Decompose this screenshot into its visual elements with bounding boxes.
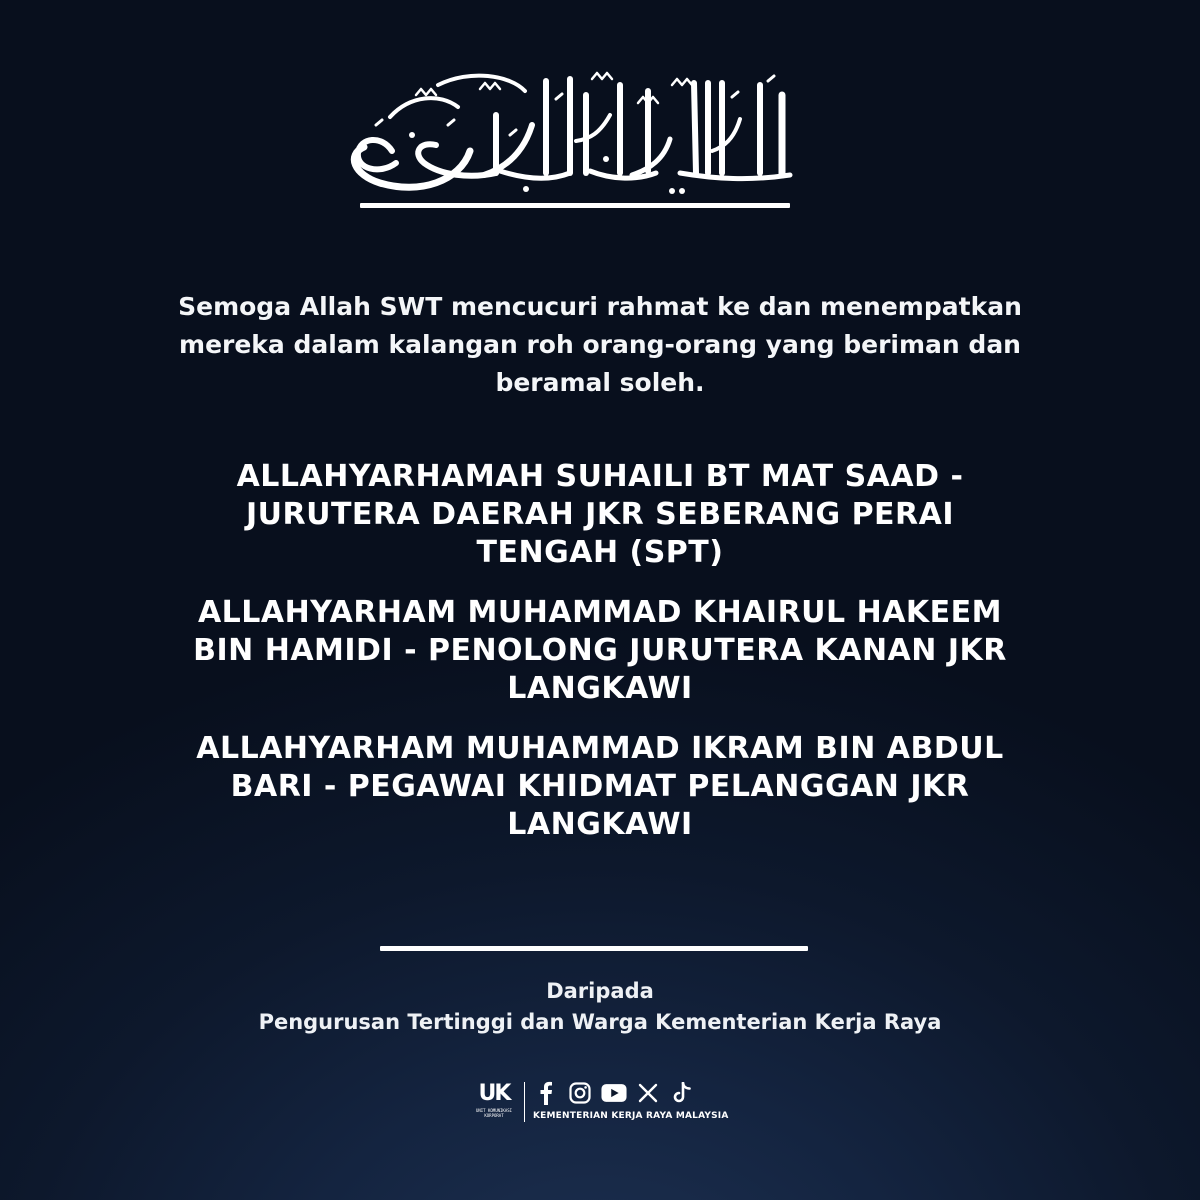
bottom-divider [380, 946, 808, 951]
youtube-icon[interactable] [601, 1080, 627, 1106]
instagram-icon[interactable] [567, 1080, 593, 1106]
deceased-list [60, 458, 1140, 866]
footer-divider [524, 1082, 525, 1122]
uk-logo [472, 1082, 516, 1118]
deceased-line: LANGKAWI [507, 807, 693, 842]
deceased-line: JURUTERA DAERAH JKR SEBERANG PERAI [245, 497, 955, 532]
deceased-entry [60, 730, 1140, 844]
deceased-line: BARI - PEGAWAI KHIDMAT PELANGGAN JKR [230, 769, 970, 804]
from-label: Daripada [546, 979, 654, 1003]
footer-right [533, 1080, 729, 1123]
prayer-line: Semoga Allah SWT mencucuri rahmat ke dan menempatkan [178, 292, 1022, 321]
prayer-text [60, 288, 1140, 402]
sender-name: Pengurusan Tertinggi dan Warga Kementerian Kerja Raya [258, 1010, 942, 1034]
footer [472, 1080, 729, 1130]
deceased-entry [60, 458, 1140, 572]
deceased-line: LANGKAWI [507, 671, 693, 706]
sender-block [60, 976, 1140, 1038]
deceased-line: TENGAH (SPT) [476, 535, 724, 570]
deceased-entry [60, 594, 1140, 708]
calligraphy-inna-lillahi [320, 55, 810, 195]
ministry-name: KEMENTERIAN KERJA RAYA MALAYSIA [533, 1111, 729, 1121]
uk-logo-subtitle: UNIT KOMUNIKASI KORPORAT [475, 1108, 513, 1118]
top-divider [360, 203, 790, 208]
social-links [533, 1080, 729, 1106]
deceased-line: BIN HAMIDI - PENOLONG JURUTERA KANAN JKR [193, 633, 1007, 668]
deceased-line: ALLAHYARHAM MUHAMMAD KHAIRUL HAKEEM [197, 595, 1003, 630]
deceased-line: ALLAHYARHAMAH SUHAILI BT MAT SAAD - [236, 459, 964, 494]
uk-logo-mark: UK [478, 1081, 510, 1106]
prayer-line: beramal soleh. [495, 368, 705, 397]
x-icon[interactable] [635, 1080, 661, 1106]
facebook-icon[interactable] [533, 1080, 559, 1106]
prayer-line: mereka dalam kalangan roh orang-orang yang beriman dan [179, 330, 1021, 359]
deceased-line: ALLAHYARHAM MUHAMMAD IKRAM BIN ABDUL [196, 731, 1004, 766]
tiktok-icon[interactable] [669, 1080, 695, 1106]
